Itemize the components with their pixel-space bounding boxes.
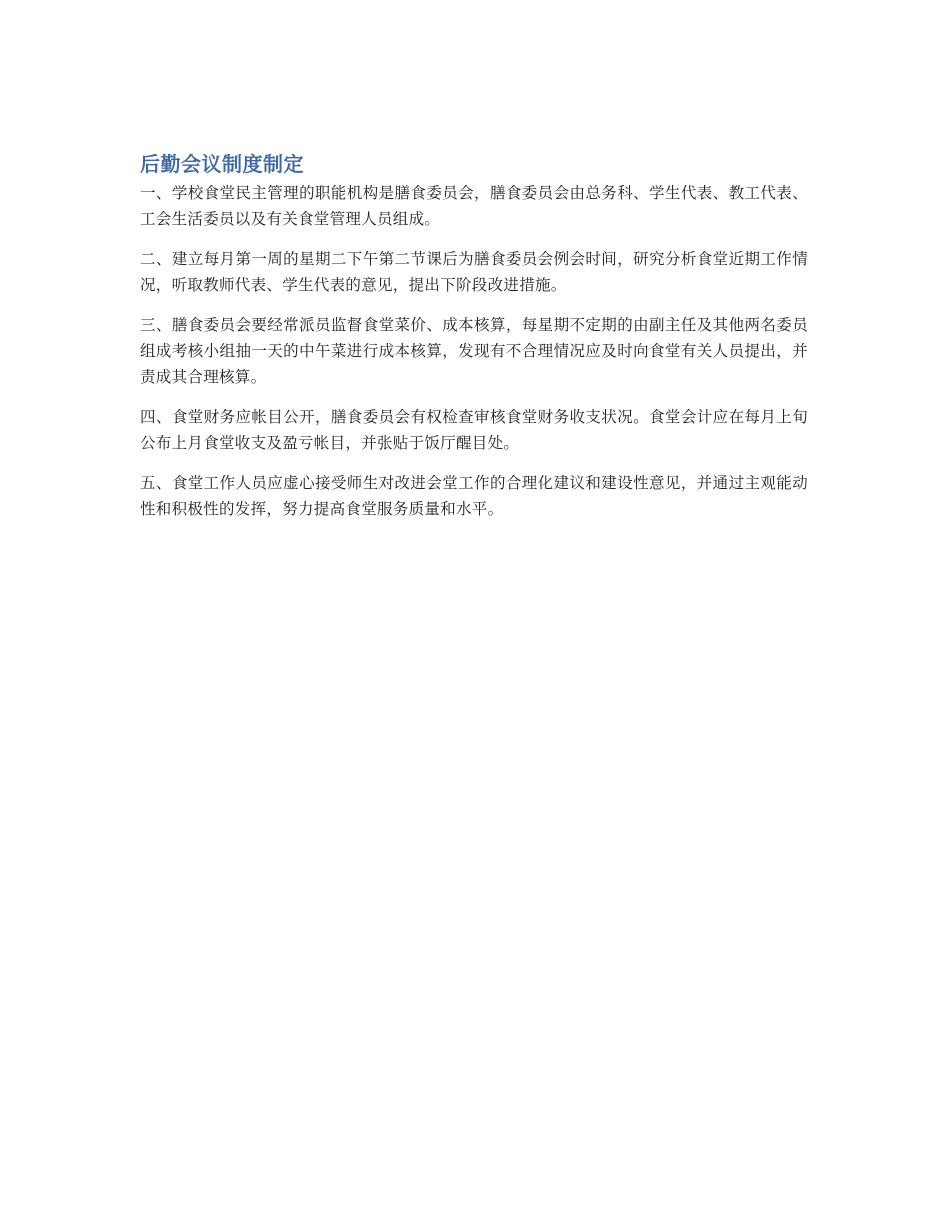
paragraph-5: 五、食堂工作人员应虚心接受师生对改进会堂工作的合理化建议和建设性意见，并通过主观能动性和积极性的发挥，努力提高食堂服务质量和水平。: [140, 474, 808, 518]
paragraph-3: 三、膳食委员会要经常派员监督食堂菜价、成本核算，每星期不定期的由副主任及其他两名委员组成考核小组抽一天的中午菜进行成本核算，发现有不合理情况应及时向食堂有关人员提出，并责成其合理核算。: [140, 316, 808, 386]
document-body: [140, 150, 808, 536]
paragraph-4: 四、食堂财务应帐目公开，膳食委员会有权检查审核食堂财务收支状况。食堂会计应在每月上旬公布上月食堂收支及盈亏帐目，并张贴于饭厅醒目处。: [140, 408, 808, 452]
document-title: 后勤会议制度制定: [140, 152, 304, 176]
paragraph-2: 二、建立每月第一周的星期二下午第二节课后为膳食委员会例会时间，研究分析食堂近期工作情况，听取教师代表、学生代表的意见，提出下阶段改进措施。: [140, 250, 808, 294]
paragraph-1: 一、学校食堂民主管理的职能机构是膳食委员会，膳食委员会由总务科、学生代表、教工代表、工会生活委员以及有关食堂管理人员组成。: [140, 184, 808, 228]
